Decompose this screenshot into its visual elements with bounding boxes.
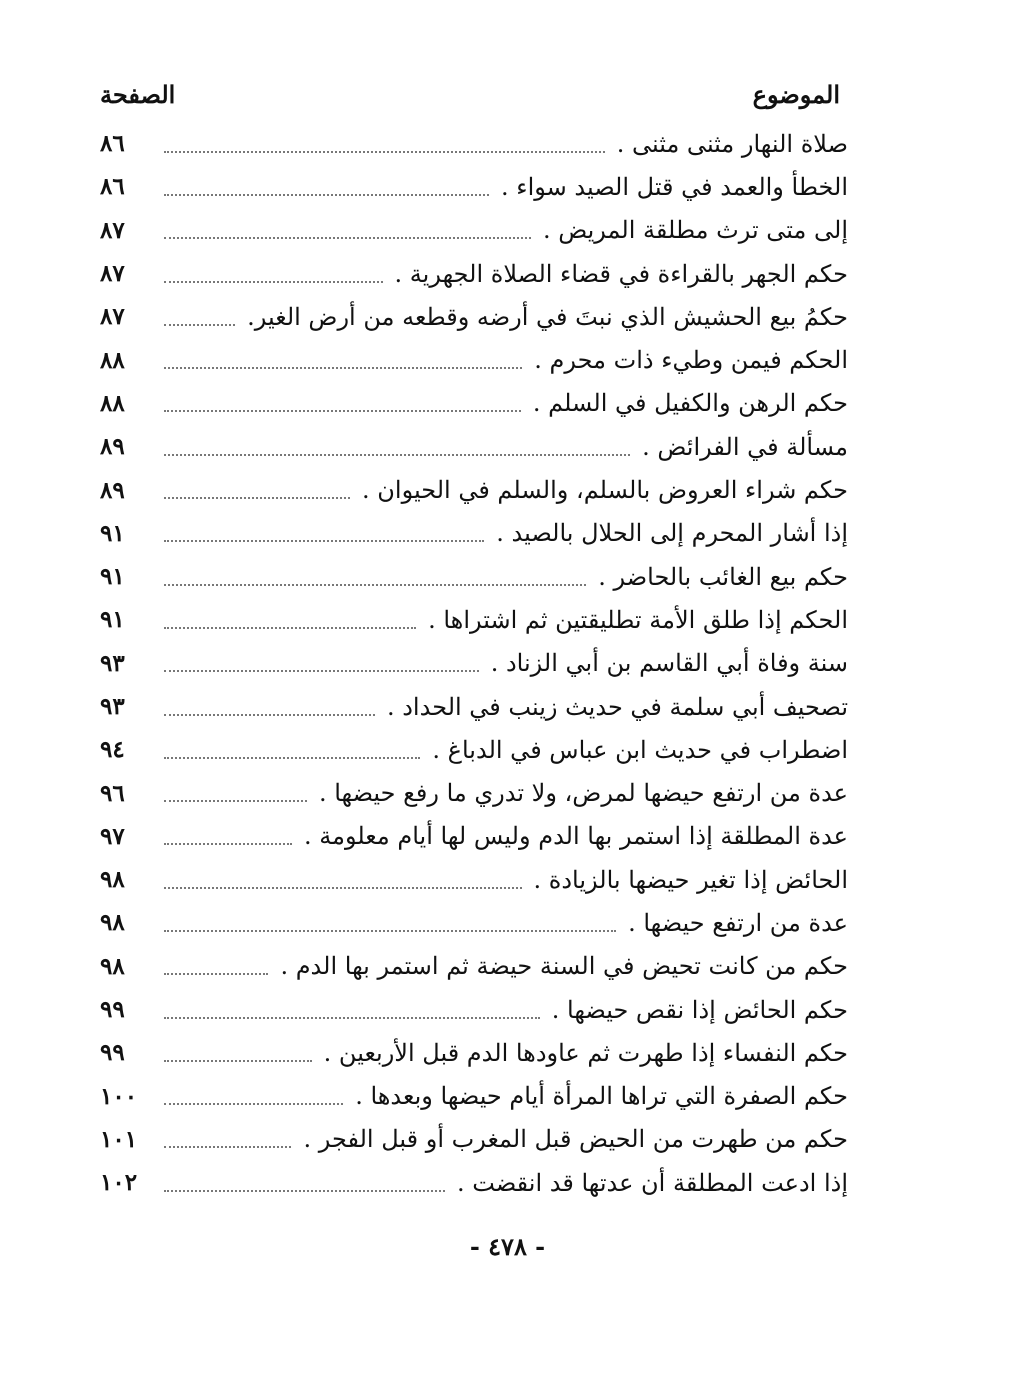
toc-entry-title: تصحيف أبي سلمة في حديث زينب في الحداد . <box>386 692 848 721</box>
dot-leader <box>164 800 307 802</box>
toc-entry-title: الحائض إذا تغير حيضها بالزيادة . <box>533 865 848 894</box>
toc-entry-page: ٨٦ <box>100 130 125 158</box>
dot-leader <box>164 367 522 369</box>
dot-leader <box>164 454 630 456</box>
dot-leader <box>164 410 521 412</box>
toc-entry-title: مسألة في الفرائض . <box>642 432 848 461</box>
toc-entry-page: ٩٣ <box>100 649 125 677</box>
dot-leader <box>164 584 586 586</box>
toc-entry-title: إلى متى ترث مطلقة المريض . <box>542 216 848 245</box>
toc-entry-page: ٩٩ <box>100 1039 125 1067</box>
toc-entry-title: عدة من ارتفع حيضها لمرض، ولا تدري ما رفع حيضها . <box>318 779 848 808</box>
dot-leader <box>164 194 489 196</box>
toc-entry <box>100 1161 848 1204</box>
toc-entry <box>100 728 848 771</box>
toc-entry-title: عدة من ارتفع حيضها . <box>628 908 848 937</box>
toc-entry <box>100 858 848 901</box>
toc-entry <box>100 945 848 988</box>
toc-entry-title: حكم من طهرت من الحيض قبل المغرب أو قبل الفجر . <box>303 1125 848 1154</box>
toc-entry-title: الخطأ والعمد في قتل الصيد سواء . <box>501 172 848 201</box>
page-column-heading: الصفحة <box>100 79 176 109</box>
toc-entry <box>100 425 848 468</box>
toc-entry <box>100 901 848 944</box>
toc-entry-title: حكم شراء العروض بالسلم، والسلم في الحيوان . <box>362 476 848 505</box>
toc-entry-page: ٩٣ <box>100 693 125 720</box>
dot-leader <box>164 973 268 975</box>
toc-entry-title: الحكم فيمن وطيء ذات محرم . <box>534 346 848 375</box>
toc-entry <box>100 1031 848 1074</box>
toc-entry-page: ٨٦ <box>100 173 125 201</box>
toc-entry-page: ٨٨ <box>100 389 125 417</box>
toc-entry-title: سنة وفاة أبي القاسم بن أبي الزناد . <box>490 649 848 678</box>
dot-leader <box>164 887 522 889</box>
dot-leader <box>164 627 416 629</box>
toc-entry-title: صلاة النهار مثنى مثنى . <box>616 129 848 158</box>
toc-entry-title: إذا ادعت المطلقة أن عدتها قد انقضت . <box>457 1168 848 1197</box>
toc-entry <box>100 382 848 425</box>
dot-leader <box>164 151 605 153</box>
toc-entry-page: ٩٦ <box>100 779 125 807</box>
toc-entry <box>100 1118 848 1161</box>
toc-entry <box>100 771 848 814</box>
toc-entry <box>100 642 848 685</box>
dot-leader <box>164 281 383 283</box>
toc-entry-page: ٩٧ <box>100 822 125 850</box>
toc-entry-page: ٩١ <box>100 519 125 547</box>
toc-entry-title: حكم من كانت تحيض في السنة حيضة ثم استمر بها الدم . <box>280 952 848 981</box>
toc-entry-page: ٨٩ <box>100 433 125 461</box>
dot-leader <box>164 1017 540 1019</box>
dot-leader <box>164 843 292 845</box>
dot-leader <box>164 237 531 239</box>
toc-entry-title: حكم النفساء إذا طهرت ثم عاودها الدم قبل الأربعين . <box>323 1038 848 1067</box>
toc-header <box>100 74 840 114</box>
toc-entry-title: عدة المطلقة إذا استمر بها الدم وليس لها أيام معلومة . <box>303 822 848 851</box>
toc-entry-title: اضطراب في حديث ابن عباس في الدباغ . <box>432 735 848 764</box>
toc-entry-page: ١٠٢ <box>100 1169 138 1197</box>
dot-leader <box>164 670 479 672</box>
toc-entry <box>100 1075 848 1118</box>
toc-entry-page: ١٠١ <box>100 1125 138 1153</box>
dot-leader <box>164 1146 291 1148</box>
toc-entry-page: ١٠٠ <box>100 1082 138 1110</box>
toc-entry-page: ٩١ <box>100 606 125 634</box>
toc-entry-title: حكم الحائض إذا نقص حيضها . <box>551 995 848 1024</box>
toc-entry <box>100 512 848 555</box>
toc-entry-page: ٩١ <box>100 563 125 591</box>
toc-entry <box>100 988 848 1031</box>
toc-entry <box>100 555 848 598</box>
toc-entry-page: ٨٧ <box>100 260 125 288</box>
dot-leader <box>164 497 350 499</box>
toc-entry-page: ٨٩ <box>100 476 125 504</box>
dot-leader <box>164 1103 343 1105</box>
toc-entry <box>100 598 848 641</box>
toc-entry <box>100 122 848 165</box>
toc-entry-page: ٩٩ <box>100 996 125 1024</box>
toc-entry-page: ٨٨ <box>100 346 125 374</box>
toc-entry <box>100 468 848 511</box>
topic-column-heading: الموضوع <box>752 79 840 109</box>
toc-entry-page: ٨٧ <box>100 216 125 244</box>
dot-leader <box>164 930 616 932</box>
page-number: - ٤٧٨ - <box>469 1232 546 1261</box>
dot-leader <box>164 540 484 542</box>
toc-entry-page: ٨٧ <box>100 303 125 331</box>
toc-entry-page: ٩٨ <box>100 909 125 937</box>
toc-entry-page: ٩٨ <box>100 952 125 980</box>
toc-entry <box>100 209 848 252</box>
toc-entry-page: ٩٤ <box>100 736 125 764</box>
toc-entry <box>100 338 848 381</box>
toc-entry-title: حكم الصفرة التي تراها المرأة أيام حيضها وبعدها . <box>355 1082 848 1111</box>
dot-leader <box>164 1060 312 1062</box>
dot-leader <box>164 324 235 326</box>
toc-entry <box>100 252 848 295</box>
toc-entry-title: حكمُ بيع الحشيش الذي نبتَ في أرضه وقطعه من أرض الغير. <box>247 302 848 331</box>
table-of-contents <box>100 122 848 1204</box>
toc-entry-page: ٩٨ <box>100 866 125 894</box>
toc-entry <box>100 295 848 338</box>
toc-entry <box>100 685 848 728</box>
toc-entry <box>100 165 848 208</box>
dot-leader <box>164 714 375 716</box>
toc-entry-title: حكم الجهر بالقراءة في قضاء الصلاة الجهرية . <box>394 259 848 288</box>
toc-entry-title: إذا أشار المحرم إلى الحلال بالصيد . <box>496 519 848 548</box>
dot-leader <box>164 757 420 759</box>
dot-leader <box>164 1190 445 1192</box>
toc-entry-title: حكم بيع الغائب بالحاضر . <box>598 562 848 591</box>
toc-entry <box>100 815 848 858</box>
toc-entry-title: حكم الرهن والكفيل في السلم . <box>532 389 848 418</box>
toc-entry-title: الحكم إذا طلق الأمة تطليقتين ثم اشتراها . <box>428 605 848 634</box>
